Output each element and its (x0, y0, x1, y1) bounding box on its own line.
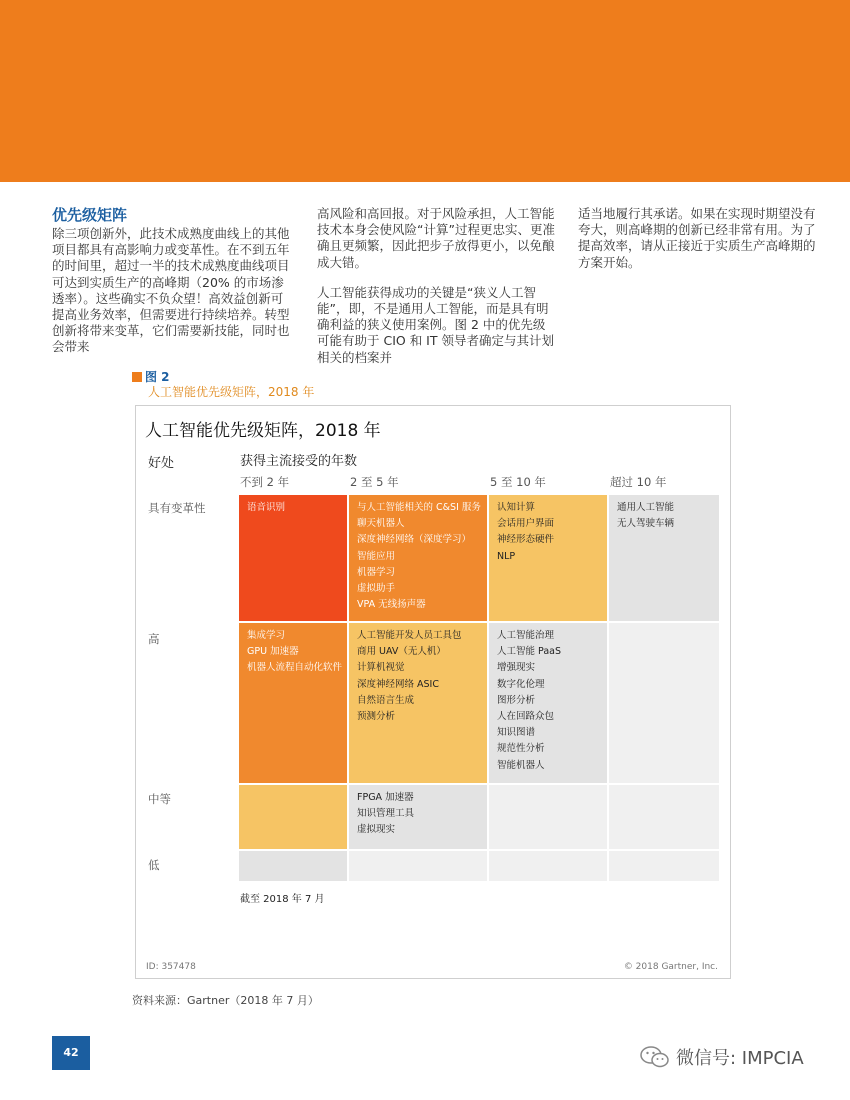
column-header: 不到 2 年 (240, 475, 290, 489)
matrix-cell (609, 851, 719, 881)
matrix-item: 计算机视觉 (357, 662, 405, 674)
paragraph: 人工智能获得成功的关键是“狭义人工智能”，即，不是通用人工智能，而是具有明确利益的狭义使用案例。图 2 中的优先级可能有助于 CIO 和 IT 领导者确定与其计划相关的档案并 (317, 284, 554, 365)
matrix-item: 深度神经网络（深度学习） (357, 534, 472, 546)
matrix-title: 人工智能优先级矩阵，2018 年 (145, 421, 381, 441)
figure-label: 图 2 (132, 368, 170, 385)
column-header: 2 至 5 年 (350, 475, 399, 489)
orange-square-icon (132, 372, 142, 382)
matrix-cell (489, 785, 607, 849)
matrix-cell (349, 851, 487, 881)
wechat-watermark: 微信号: IMPCIA (640, 1044, 804, 1070)
matrix-item: GPU 加速器 (247, 646, 299, 658)
matrix-item: 集成学习 (247, 630, 286, 641)
article-column-2 (317, 206, 555, 380)
page-number: 42 (52, 1036, 90, 1070)
matrix-item: VPA 无线扬声器 (357, 599, 426, 611)
article-column-3 (578, 206, 816, 285)
matrix-item: 增强现实 (497, 662, 536, 674)
matrix-item: 规范性分析 (497, 743, 545, 755)
copyright: © 2018 Gartner, Inc. (623, 962, 718, 972)
matrix-item: 人工智能治理 (497, 630, 555, 641)
wechat-icon (640, 1046, 670, 1068)
matrix-cell (489, 623, 607, 783)
matrix-item: 自然语言生成 (357, 694, 415, 706)
matrix-item: 认知计算 (497, 502, 536, 513)
matrix-item: 机器学习 (357, 566, 396, 578)
matrix-item: FPGA 加速器 (357, 792, 414, 803)
column-header: 超过 10 年 (610, 475, 667, 489)
matrix-cell (239, 785, 347, 849)
figure-caption: 人工智能优先级矩阵，2018 年 (148, 385, 315, 399)
paragraph: 适当地履行其承诺。如果在实现时期望没有夸大，则高峰期的创新已经非常有用。为了提高效率，请从正接近于实质生产高峰期的方案开始。 (578, 206, 816, 270)
matrix-item: 与人工智能相关的 C&SI 服务 (357, 502, 481, 513)
years-axis-label: 获得主流接受的年数 (240, 454, 358, 469)
article-column-1 (52, 206, 290, 370)
matrix-item: 人工智能 PaaS (497, 646, 561, 658)
matrix-item: 智能应用 (357, 550, 396, 562)
as-of-date: 截至 2018 年 7 月 (240, 894, 325, 905)
matrix-cell (609, 623, 719, 783)
matrix-item: 虚拟助手 (357, 583, 396, 595)
row-header: 中等 (148, 792, 171, 806)
matrix-item: 人在回路众包 (497, 711, 555, 723)
row-header: 低 (148, 858, 160, 872)
matrix-item: 数字化伦理 (497, 678, 545, 690)
benefit-axis-label: 好处 (148, 456, 175, 471)
matrix-item: 预测分析 (357, 711, 396, 723)
priority-matrix (135, 405, 731, 979)
matrix-cell (609, 495, 719, 621)
row-header: 具有变革性 (148, 501, 206, 515)
matrix-item: 语音识别 (247, 502, 286, 513)
matrix-cell (239, 623, 347, 783)
header-banner (0, 0, 850, 182)
matrix-item: 机器人流程自动化软件 (247, 662, 343, 674)
matrix-item: 人工智能开发人员工具包 (357, 630, 462, 641)
matrix-item: 图形分析 (497, 694, 536, 706)
matrix-item: 知识图谱 (497, 727, 536, 739)
matrix-item: 知识管理工具 (357, 808, 415, 820)
matrix-item: 无人驾驶车辆 (617, 518, 675, 530)
matrix-item: 商用 UAV（无人机） (357, 646, 446, 658)
matrix-item: 智能机器人 (497, 759, 545, 771)
paragraph: 除三项创新外，此技术成熟度曲线上的其他项目都具有高影响力或变革性。在不到五年的时间里，超过一半的技术成熟度曲线项目可达到实质生产的高峰期（20% 的市场渗透率）。这些确实不负众望！高效益创新可提高业务效率，但需要进行持续培养。转型创新将带来变革，它们需要新技能，同时也会带来 (52, 226, 290, 355)
matrix-item: 神经形态硬件 (497, 534, 555, 546)
matrix-cell (349, 623, 487, 783)
matrix-item: 通用人工智能 (617, 502, 675, 513)
figure-source: 资料来源：Gartner（2018 年 7 月） (132, 994, 319, 1007)
matrix-item: 会话用户界面 (497, 518, 555, 530)
matrix-cell (489, 851, 607, 881)
matrix-item: 聊天机器人 (357, 518, 405, 530)
matrix-cell (239, 495, 347, 621)
section-title: 优先级矩阵 (52, 206, 128, 224)
paragraph: 高风险和高回报。对于风险承担，人工智能技术本身会使风险“计算”过程更忠实、更准确且更频繁，因此把步子放得更小，以免酿成大错。 (317, 206, 555, 270)
matrix-item: 虚拟现实 (357, 824, 396, 836)
matrix-cell (239, 851, 347, 881)
matrix-cell (489, 495, 607, 621)
matrix-cell (349, 785, 487, 849)
matrix-cell (349, 495, 487, 621)
chart-id: ID: 357478 (146, 962, 196, 972)
matrix-item: 深度神经网络 ASIC (357, 678, 439, 690)
matrix-cell (609, 785, 719, 849)
column-header: 5 至 10 年 (490, 475, 546, 489)
matrix-item: NLP (497, 550, 516, 562)
row-header: 高 (148, 632, 160, 646)
